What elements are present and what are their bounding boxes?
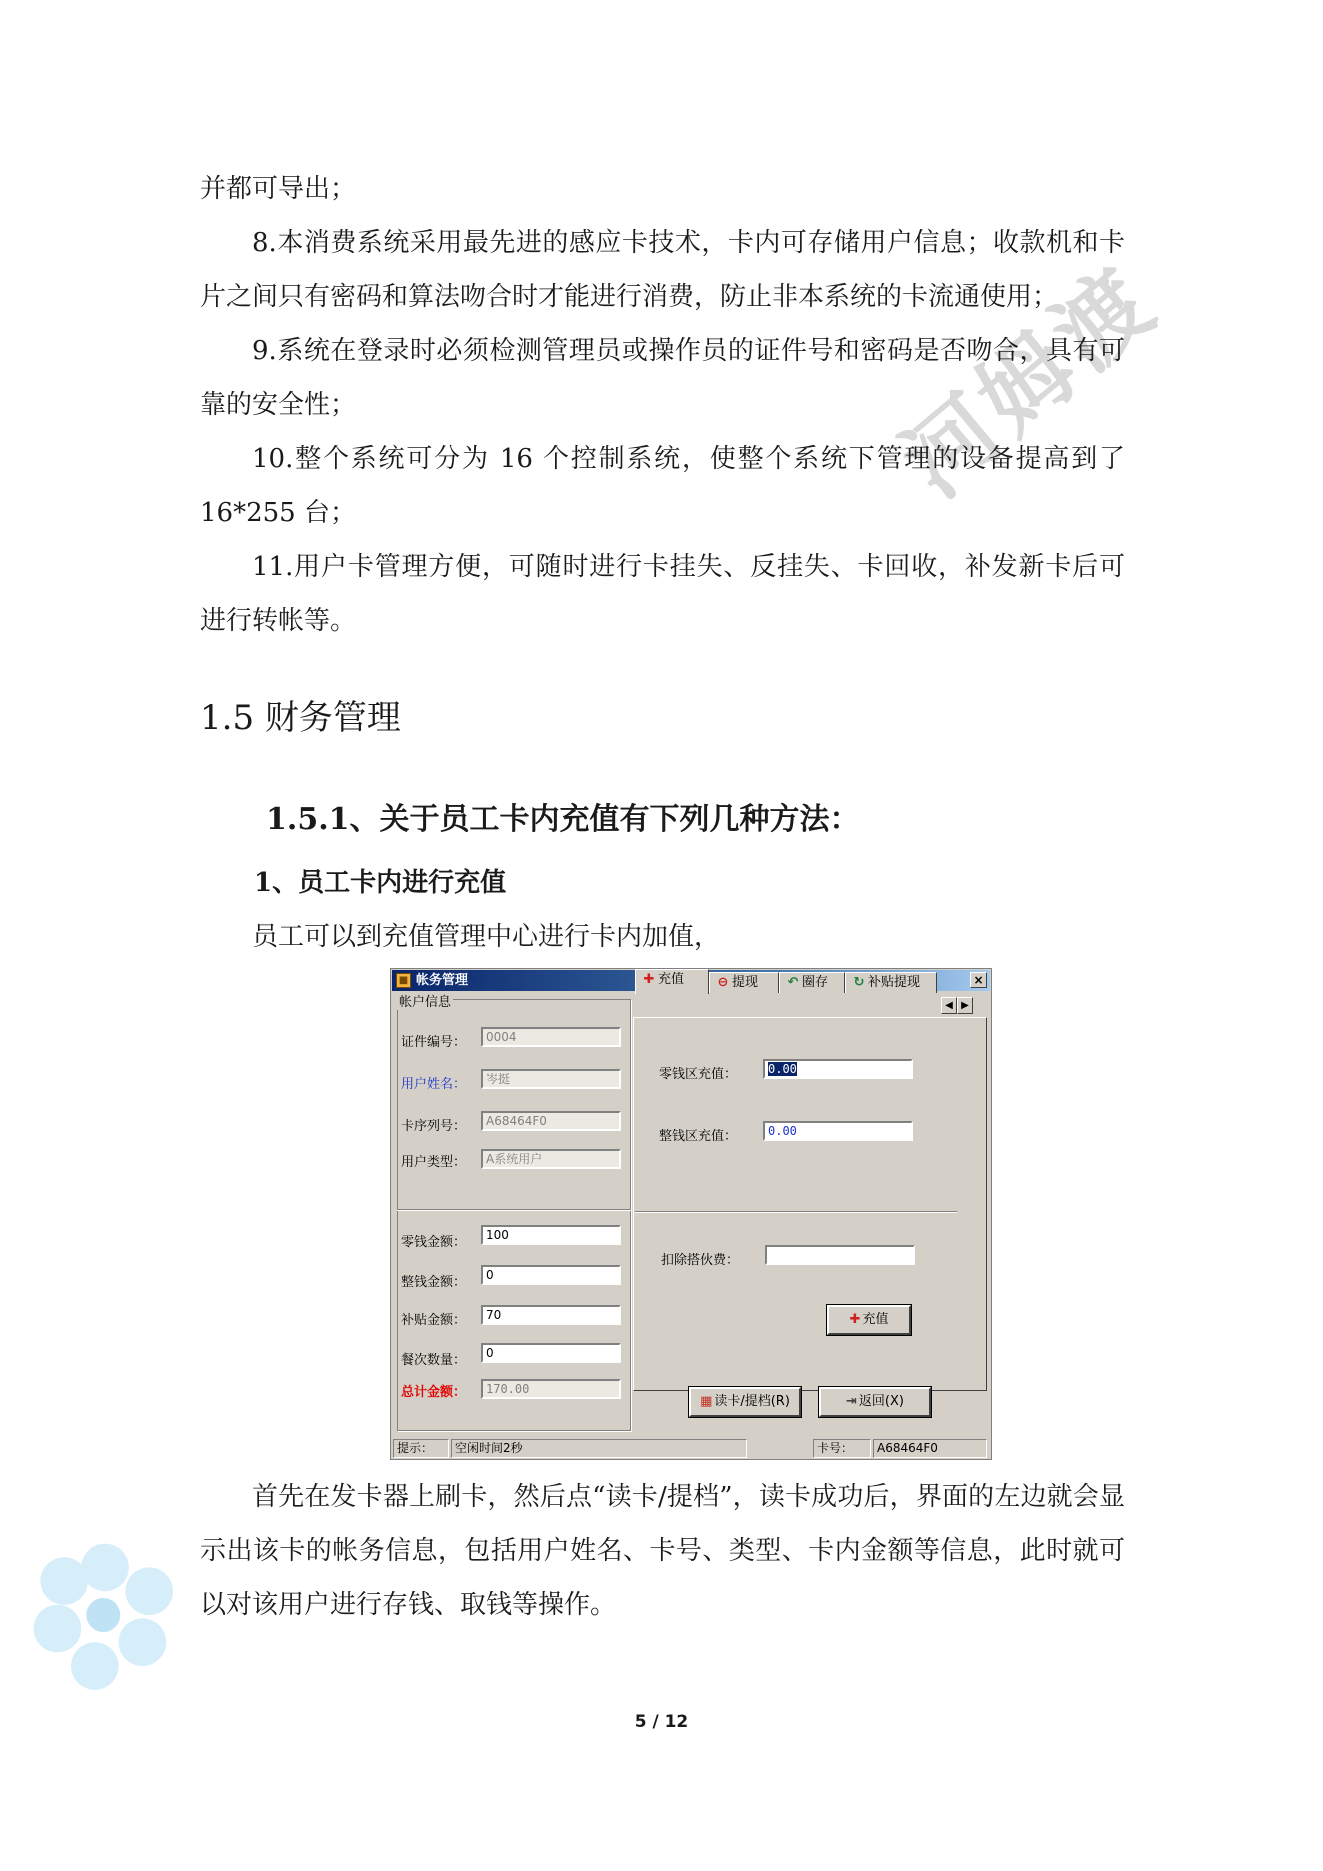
- recharge-divider: [635, 1211, 957, 1213]
- app-icon: ■: [396, 973, 411, 988]
- recharge-button[interactable]: ✚ 充值: [827, 1305, 911, 1335]
- subsidy-amount-label: 补贴金额：: [401, 1313, 467, 1328]
- status-hint-value: 空闲时间2秒: [451, 1439, 747, 1458]
- fee-input[interactable]: [765, 1245, 915, 1265]
- user-name-label: 用户姓名：: [401, 1077, 467, 1092]
- tab-withdraw[interactable]: ⊖ 提现: [709, 972, 779, 993]
- account-management-window: [390, 968, 992, 1460]
- flower-watermark-icon: [20, 1530, 190, 1700]
- read-card-icon: ▦: [700, 1394, 713, 1409]
- minus-icon: ⊖: [717, 975, 729, 990]
- card-serial-field[interactable]: A68464F0: [481, 1111, 621, 1131]
- tab-scroll-right-button[interactable]: ▶: [957, 997, 973, 1014]
- close-button[interactable]: ×: [970, 972, 987, 988]
- watermark-brand: 河姆渡: [882, 246, 1177, 518]
- plus-icon: ✚: [643, 972, 655, 987]
- tab-transfer[interactable]: ↶ 圈存: [779, 972, 845, 993]
- fee-label: 扣除搭伙费：: [661, 1253, 740, 1268]
- cert-no-label: 证件编号：: [401, 1035, 467, 1050]
- tab-subsidy-withdraw[interactable]: ↻ 补贴提现: [845, 972, 937, 993]
- change-amount-field[interactable]: 100: [481, 1225, 621, 1245]
- change-recharge-input[interactable]: 0.00: [763, 1059, 913, 1079]
- user-type-label: 用户类型：: [401, 1155, 467, 1170]
- paragraph-continuation: 并都可导出；: [200, 174, 357, 204]
- subsection-title: 1.5.1、关于员工卡内充值有下列几种方法：: [266, 802, 860, 837]
- whole-recharge-input[interactable]: 0.00: [763, 1121, 913, 1141]
- item-title: 1、员工卡内进行充值: [254, 868, 507, 898]
- procedure-paragraph: 首先在发卡器上刷卡，然后点“读卡/提档”，读卡成功后，界面的左边就会显示出该卡的帐务信息，包括用户姓名、卡号、类型、卡内金额等信息，此时就可以对该用户进行存钱、取钱等操作。: [200, 1482, 1125, 1620]
- exit-door-icon: ⇥: [846, 1394, 857, 1409]
- plus-icon: ✚: [849, 1312, 861, 1327]
- paragraph-item-8: 8.本消费系统采用最先进的感应卡技术，卡内可存储用户信息；收款机和卡片之间只有密码和算法吻合时才能进行消费，防止非本系统的卡流通使用；: [200, 228, 1125, 312]
- total-amount-field[interactable]: 170.00: [481, 1379, 621, 1399]
- paragraph-item-11: 11.用户卡管理方便，可随时进行卡挂失、反挂失、卡回收，补发新卡后可进行转帐等。: [200, 552, 1125, 636]
- status-card-value: A68464F0: [873, 1439, 987, 1458]
- whole-amount-field[interactable]: 0: [481, 1265, 621, 1285]
- undo-icon: ↶: [787, 975, 799, 990]
- change-amount-label: 零钱金额：: [401, 1235, 467, 1250]
- status-card-label: 卡号：: [813, 1439, 871, 1458]
- card-serial-label: 卡序列号：: [401, 1119, 467, 1134]
- meal-count-label: 餐次数量：: [401, 1353, 467, 1368]
- subsidy-amount-field[interactable]: 70: [481, 1305, 621, 1325]
- refresh-icon: ↻: [853, 975, 865, 990]
- tab-recharge[interactable]: ✚ 充值: [635, 969, 709, 994]
- section-title: 1.5 财务管理: [200, 698, 401, 738]
- read-card-button[interactable]: ▦ 读卡/提档(R): [689, 1387, 801, 1417]
- window-title: 帐务管理: [416, 973, 469, 988]
- cert-no-field[interactable]: 0004: [481, 1027, 621, 1047]
- user-name-field[interactable]: 岑挺: [481, 1069, 621, 1089]
- account-info-legend: 帐户信息: [397, 991, 453, 1010]
- paragraph-item-10: 10.整个系统可分为 16 个控制系统，使整个系统下管理的设备提高到了16*255 台；: [200, 444, 1125, 528]
- user-type-field[interactable]: A系统用户: [481, 1149, 621, 1169]
- status-hint-label: 提示：: [393, 1439, 449, 1458]
- return-button[interactable]: ⇥ 返回(X): [819, 1387, 931, 1417]
- whole-recharge-label: 整钱区充值：: [659, 1129, 738, 1144]
- account-info-divider: [397, 1209, 631, 1211]
- change-recharge-label: 零钱区充值：: [659, 1067, 738, 1082]
- page-number: 5 / 12: [634, 1712, 689, 1732]
- whole-amount-label: 整钱金额：: [401, 1275, 467, 1290]
- meal-count-field[interactable]: 0: [481, 1343, 621, 1363]
- item-intro: 员工可以到充值管理中心进行卡内加值，: [252, 922, 721, 952]
- paragraph-item-9: 9.系统在登录时必须检测管理员或操作员的证件号和密码是否吻合，具有可靠的安全性；: [200, 336, 1125, 420]
- total-amount-label: 总计金额：: [401, 1385, 467, 1400]
- status-bar: [393, 1439, 989, 1459]
- tab-scroll-left-button[interactable]: ◀: [941, 997, 957, 1014]
